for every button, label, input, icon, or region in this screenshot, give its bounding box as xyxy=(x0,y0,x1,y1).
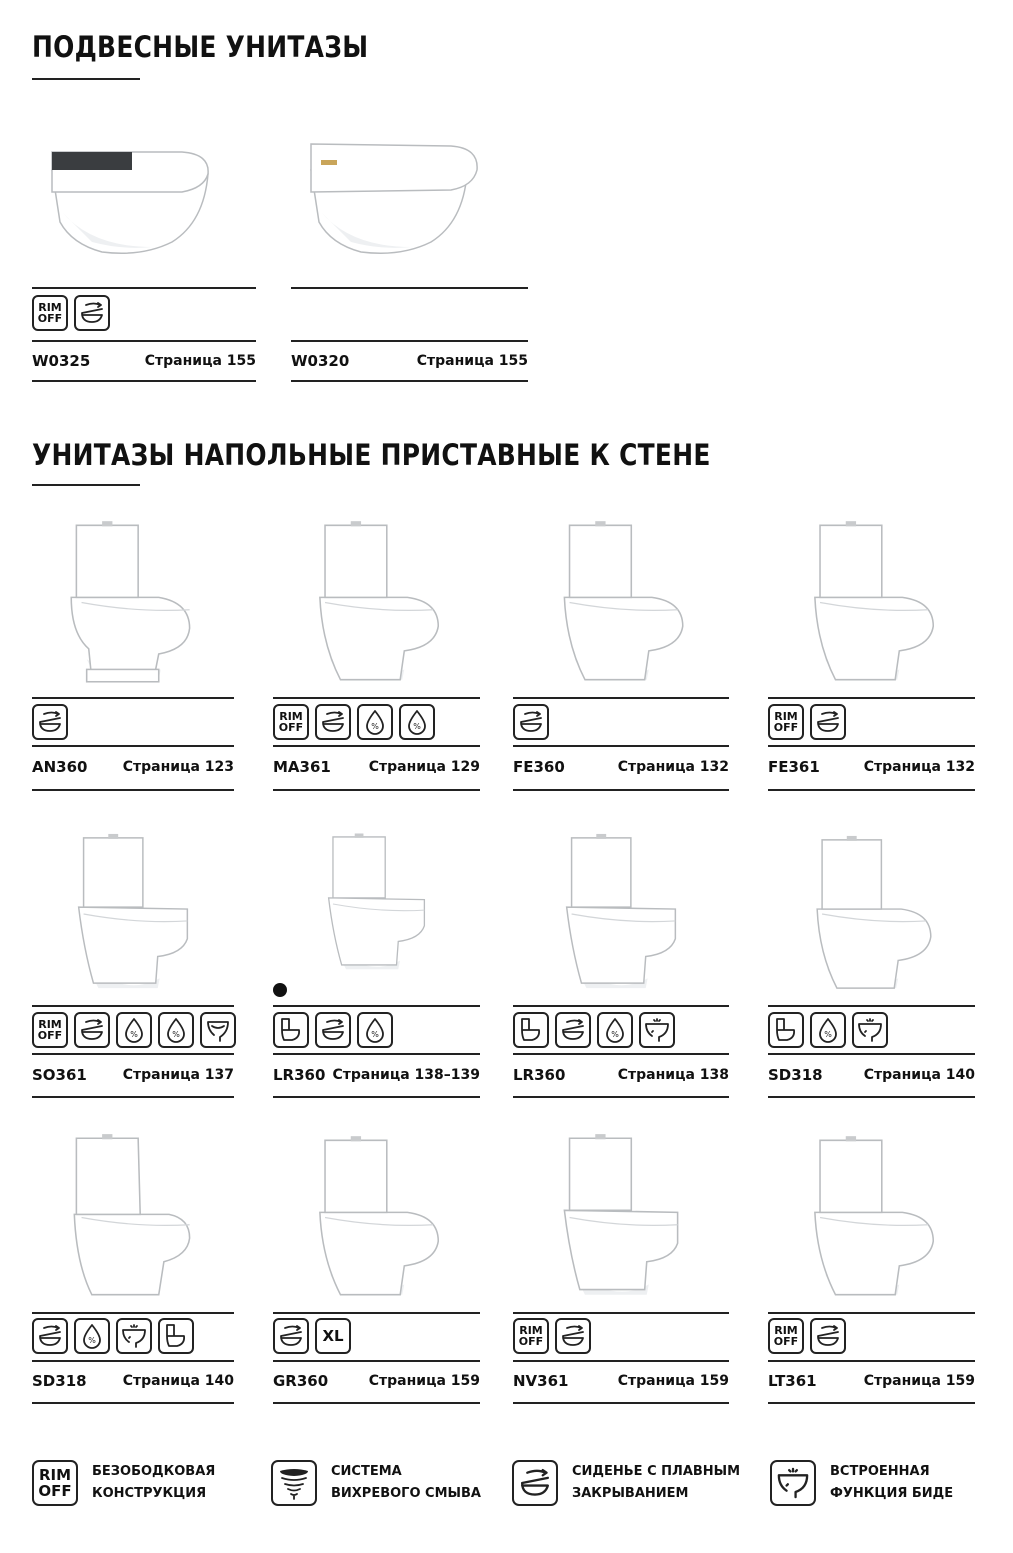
divider xyxy=(291,380,528,382)
model-code: W0320 xyxy=(291,352,350,370)
divider xyxy=(32,1053,234,1055)
legend-text: БЕЗОБОДКОВАЯ КОНСТРУКЦИЯ xyxy=(92,1464,216,1501)
soft-close-icon xyxy=(512,1460,558,1506)
product-photo xyxy=(32,830,234,998)
legend-item xyxy=(512,1460,740,1506)
feature-icons xyxy=(513,1318,591,1354)
title-underline xyxy=(32,484,140,486)
product-meta xyxy=(273,1066,480,1084)
water-saving-icon xyxy=(399,704,435,740)
model-code: SD318 xyxy=(768,1066,823,1084)
divider xyxy=(513,1402,729,1404)
feature-icons xyxy=(273,1318,351,1354)
model-code: LR360 xyxy=(513,1066,566,1084)
divider xyxy=(768,697,975,699)
bidet-icon xyxy=(770,1460,816,1506)
divider xyxy=(513,1053,729,1055)
page-reference: Страница 155 xyxy=(416,353,528,369)
soft-close-icon xyxy=(555,1012,591,1048)
rim-off-icon: RIM OFF xyxy=(32,295,68,331)
black-finish-dot xyxy=(273,983,287,997)
soft-close-icon xyxy=(32,1318,68,1354)
divider xyxy=(32,789,234,791)
svg-text:%: % xyxy=(88,1336,96,1345)
model-code: LT361 xyxy=(768,1372,817,1390)
soft-close-icon xyxy=(513,704,549,740)
legend-text: ВСТРОЕННАЯ ФУНКЦИЯ БИДЕ xyxy=(830,1464,954,1501)
legend-text: СИДЕНЬЕ С ПЛАВНЫМ ЗАКРЫВАНИЕМ xyxy=(572,1464,741,1501)
soft-close-icon xyxy=(315,1012,351,1048)
svg-text:%: % xyxy=(371,1030,379,1039)
water-saving-icon xyxy=(116,1012,152,1048)
divider xyxy=(768,1053,975,1055)
water-saving-icon xyxy=(357,704,393,740)
water-saving-icon xyxy=(810,1012,846,1048)
divider xyxy=(768,1312,975,1314)
section-title-wall-hung: ПОДВЕСНЫЕ УНИТАЗЫ xyxy=(32,30,369,64)
svg-text:%: % xyxy=(130,1030,138,1039)
page-reference: Страница 132 xyxy=(617,759,729,775)
soft-close-icon xyxy=(74,295,110,331)
bidet-icon xyxy=(639,1012,675,1048)
product-meta xyxy=(32,1372,234,1390)
xl-size-icon: XL xyxy=(315,1318,351,1354)
divider xyxy=(32,1402,234,1404)
section-title-floor-standing: УНИТАЗЫ НАПОЛЬНЫЕ ПРИСТАВНЫЕ К СТЕНЕ xyxy=(32,438,711,472)
water-saving-icon xyxy=(74,1318,110,1354)
divider xyxy=(273,1096,480,1098)
model-code: W0325 xyxy=(32,352,91,370)
product-meta xyxy=(32,1066,234,1084)
product-photo xyxy=(273,515,480,690)
page-reference: Страница 132 xyxy=(863,759,975,775)
product-meta xyxy=(768,1066,975,1084)
product-photo xyxy=(513,515,729,690)
product-meta xyxy=(273,758,480,776)
svg-text:%: % xyxy=(611,1030,619,1039)
divider xyxy=(273,1312,480,1314)
rim-off-icon: RIM OFF xyxy=(513,1318,549,1354)
page-reference: Страница 159 xyxy=(617,1373,729,1389)
product-meta xyxy=(291,352,528,370)
feature-icons xyxy=(273,704,435,740)
side-view-icon xyxy=(273,1012,309,1048)
product-photo xyxy=(768,1130,975,1305)
product-photo xyxy=(768,830,975,998)
product-photo xyxy=(32,515,234,690)
feature-icons xyxy=(768,704,846,740)
divider xyxy=(513,1005,729,1007)
page-reference: Страница 155 xyxy=(144,353,256,369)
vortex-flush-icon xyxy=(271,1460,317,1506)
product-meta xyxy=(32,758,234,776)
feature-icons xyxy=(32,1318,194,1354)
page-reference: Страница 140 xyxy=(122,1373,234,1389)
divider xyxy=(273,697,480,699)
rim-off-icon: RIM OFF xyxy=(32,1460,78,1506)
feature-icons xyxy=(32,704,68,740)
side-view-icon xyxy=(513,1012,549,1048)
feature-icons xyxy=(273,1012,393,1048)
page-reference: Страница 129 xyxy=(368,759,480,775)
product-photo xyxy=(513,830,729,998)
feature-icons xyxy=(32,295,110,331)
soft-close-icon xyxy=(810,704,846,740)
divider xyxy=(32,287,256,289)
divider xyxy=(513,1096,729,1098)
svg-text:%: % xyxy=(172,1030,180,1039)
svg-text:%: % xyxy=(371,722,379,731)
page-reference: Страница 137 xyxy=(122,1067,234,1083)
model-code: MA361 xyxy=(273,758,331,776)
page-reference: Страница 138–139 xyxy=(332,1067,480,1083)
soft-close-icon xyxy=(315,704,351,740)
divider xyxy=(32,1005,234,1007)
side-view-icon xyxy=(158,1318,194,1354)
divider xyxy=(273,1360,480,1362)
divider xyxy=(273,1402,480,1404)
soft-close-icon xyxy=(273,1318,309,1354)
bidet-icon xyxy=(852,1012,888,1048)
divider xyxy=(273,789,480,791)
divider xyxy=(291,287,528,289)
soft-close-icon xyxy=(74,1012,110,1048)
divider xyxy=(32,1360,234,1362)
page-reference: Страница 123 xyxy=(122,759,234,775)
model-code: LR360 xyxy=(273,1066,326,1084)
legend-item xyxy=(32,1460,215,1506)
feature-icons xyxy=(768,1318,846,1354)
soft-close-icon xyxy=(32,704,68,740)
product-meta xyxy=(273,1372,480,1390)
product-photo xyxy=(273,1130,480,1305)
page-reference: Страница 159 xyxy=(863,1373,975,1389)
divider xyxy=(273,745,480,747)
rim-off-icon: RIM OFF xyxy=(768,1318,804,1354)
model-code: FE361 xyxy=(768,758,820,776)
divider xyxy=(32,1096,234,1098)
divider xyxy=(768,1096,975,1098)
feature-icons xyxy=(513,704,549,740)
divider xyxy=(513,789,729,791)
divider xyxy=(513,1360,729,1362)
water-saving-icon xyxy=(357,1012,393,1048)
divider xyxy=(768,1360,975,1362)
product-meta xyxy=(513,1066,729,1084)
divider xyxy=(513,1312,729,1314)
rim-off-icon: RIM OFF xyxy=(32,1012,68,1048)
rim-off-icon: RIM OFF xyxy=(273,704,309,740)
legend-item xyxy=(770,1460,953,1506)
model-code: NV361 xyxy=(513,1372,569,1390)
divider xyxy=(513,745,729,747)
page-reference: Страница 140 xyxy=(863,1067,975,1083)
side-view-icon xyxy=(768,1012,804,1048)
divider xyxy=(513,697,729,699)
divider xyxy=(768,789,975,791)
feature-icons xyxy=(513,1012,675,1048)
soft-close-icon xyxy=(810,1318,846,1354)
divider xyxy=(768,1005,975,1007)
water-saving-icon xyxy=(597,1012,633,1048)
product-meta xyxy=(32,352,256,370)
feature-icons xyxy=(32,1012,236,1048)
page-reference: Страница 138 xyxy=(617,1067,729,1083)
divider xyxy=(273,1053,480,1055)
svg-text:%: % xyxy=(413,722,421,731)
divider xyxy=(291,340,528,342)
product-photo xyxy=(513,1130,729,1305)
divider xyxy=(273,1005,480,1007)
model-code: GR360 xyxy=(273,1372,329,1390)
model-code: SD318 xyxy=(32,1372,87,1390)
product-meta xyxy=(513,758,729,776)
model-code: SO361 xyxy=(32,1066,87,1084)
product-photo xyxy=(768,515,975,690)
legend-item xyxy=(271,1460,481,1506)
svg-text:%: % xyxy=(824,1030,832,1039)
divider xyxy=(768,745,975,747)
divider xyxy=(32,380,256,382)
bidet-icon xyxy=(116,1318,152,1354)
divider xyxy=(768,1402,975,1404)
bowl-top-icon xyxy=(200,1012,236,1048)
legend-text: СИСТЕМА ВИХРЕВОГО СМЫВА xyxy=(331,1464,481,1501)
product-meta xyxy=(513,1372,729,1390)
divider xyxy=(32,1312,234,1314)
page-reference: Страница 159 xyxy=(368,1373,480,1389)
divider xyxy=(32,340,256,342)
model-code: FE360 xyxy=(513,758,565,776)
feature-icons xyxy=(768,1012,888,1048)
water-saving-icon xyxy=(158,1012,194,1048)
soft-close-icon xyxy=(555,1318,591,1354)
product-photo xyxy=(32,1130,234,1305)
product-meta xyxy=(768,758,975,776)
model-code: AN360 xyxy=(32,758,88,776)
divider xyxy=(32,697,234,699)
product-meta xyxy=(768,1372,975,1390)
divider xyxy=(32,745,234,747)
product-photo xyxy=(291,112,528,262)
product-photo xyxy=(273,830,480,978)
rim-off-icon: RIM OFF xyxy=(768,704,804,740)
product-photo xyxy=(32,112,256,262)
title-underline xyxy=(32,78,140,80)
